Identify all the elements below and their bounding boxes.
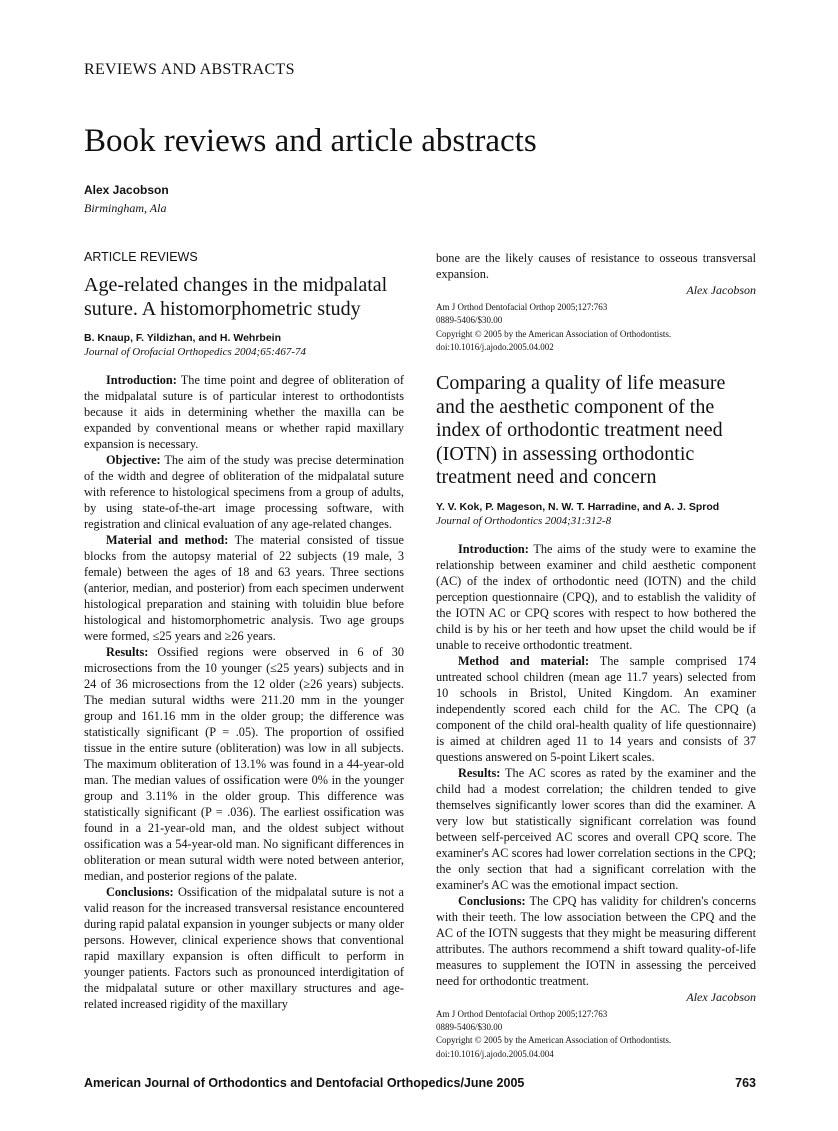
paragraph: Material and method: The material consisted of tissue blocks from the autopsy material of 22 subjects (19 male, 3 female) between the ages of 18 and 63 years. Three sections (anterior, median, and posterior) from each specimen underwent histological preparation and staining with toluidin blue before histological and histomorphometric analysis. Two age groups were formed, ≤25 years and ≥26 years.: [84, 533, 404, 643]
paragraph: Conclusions: Ossification of the midpalatal suture is not a valid reason for the increased transversal resistance encountered during rapid palatal expansion in younger subjects or many older persons. However, clinical experience shows that conventional rapid maxillary expansion is often difficult to perform in younger patients. Factors such as pronounced interdigitation of the midpalatal suture or other maxillary structures and age-related increased rigidity of the maxillary: [84, 885, 404, 1011]
editor-affiliation: Birmingham, Ala: [84, 201, 167, 215]
article1-title: Age-related changes in the midpalatal suture. A histomorphometric study: [84, 274, 388, 320]
editor-name: Alex Jacobson: [84, 183, 169, 197]
paragraph: Conclusions: The CPQ has validity for children's concerns with their teeth. The low association between the CPQ and the AC of the IOTN suggests that they might be measuring different attributes. The authors recommend a shift toward quality-of-life measures to supplement the IOTN in assessing the perceived need for orthodontic treatment.: [436, 893, 756, 988]
article2-signature: Alex Jacobson: [686, 989, 756, 1004]
left-column: [84, 250, 404, 1012]
right-column: [436, 250, 756, 1061]
article1-continuation: bone are the likely causes of resistance to osseous transversal expansion.: [436, 251, 756, 281]
article2-citation: Am J Orthod Dentofacial Orthop 2005;127:763 0889-5406/$30.00 Copyright © 2005 by the American Association of Orthodontists. doi:10.1016/j.ajodo.2005.04.004: [436, 1008, 672, 1059]
paragraph: Introduction: The aims of the study were to examine the relationship between examiner and child aesthetic component (AC) of the index of orthodontic need (IOTN) and the child perception questionnaire (CPQ), and to establish the validity of the IOTN AC or CPQ scores with respect to how bothered the child is by his or her teeth and how upset the child would be if unable to receive orthodontic treatment.: [436, 541, 756, 652]
article2-title: Comparing a quality of life measure and the aesthetic component of the index of orthodontic treatment need (IOTN) in assessing orthodontic treatment need and concern: [436, 372, 726, 489]
main-content: [84, 250, 756, 1131]
running-head: REVIEWS AND ABSTRACTS: [84, 61, 295, 78]
article1-signature: Alex Jacobson: [686, 283, 756, 297]
article2-body: [436, 541, 756, 989]
page-footer: [84, 1075, 756, 1091]
paragraph: Results: Ossified regions were observed in 6 of 30 microsections from the 10 younger (≤25 years) subjects and in 24 of 36 microsections from the 12 older (≥26 years) subjects. The median sutural widths were 211.20 mm in the younger group and 161.16 mm in the older group; the difference was statistically significant (P = .05). The proportion of ossified tissue in the entire suture (obliteration) was low in all subjects. The maximum obliteration of 13.1% was found in a 44-year-old man. The median values of ossification were 0% in the younger group and 3.11% in the older group. This difference was statistically significant (P = .036). The earliest ossification was found in a 21-year-old man, and the oldest subject without ossification was a 54-year-old man. No significant differences in obliteration or mean sutural width were noted between anterior, median, and posterior regions of the palate.: [84, 645, 404, 883]
footer-journal: American Journal of Orthodontics and Dentofacial Orthopedics/June 2005: [84, 1075, 525, 1090]
paragraph: Results: The AC scores as rated by the examiner and the child had a modest correlation; the children tended to give themselves significantly lower scores than did the examiner. A very low but statistically significant correlation was found between self-perceived AC scores and overall CPQ score. The examiner's AC scores had lower correlation sections in the CPQ; the only section that had a significant correlation with the examiner's AC was the emotional impact section.: [436, 765, 756, 892]
article1-authors: B. Knaup, F. Yildizhan, and H. Wehrbein: [84, 332, 281, 344]
article2-authors: Y. V. Kok, P. Mageson, N. W. T. Harradine, and A. J. Sprod: [436, 500, 720, 513]
paragraph: Objective: The aim of the study was precise determination of the width and degree of obliteration of the midpalatal suture with reference to histological specimens from a group of adults, by using state-of-the-art image processing software, with registration and clinical evaluation of any age-related changes.: [84, 453, 404, 531]
article1-journal: Journal of Orofacial Orthopedics 2004;65:467-74: [84, 346, 307, 358]
paragraph: Introduction: The time point and degree of obliteration of the midpalatal suture is of particular interest to orthodontists because it aids in determining whether the maxilla can be expanded by conventional means or whether rapid maxillary expansion is necessary.: [84, 373, 404, 451]
paragraph: Method and material: The sample comprised 174 untreated school children (mean age 11.7 years) selected from 10 schools in Bristol, United Kingdom. An examiner independently scored each child for the AC. The CPQ (a component of the child oral-health quality of life questionnaire) is aimed at children aged 11 to 14 years and consists of 37 questions answered on 5-point Likert scales.: [436, 653, 756, 764]
article1-citation: Am J Orthod Dentofacial Orthop 2005;127:763 0889-5406/$30.00 Copyright © 2005 by the American Association of Orthodontists. doi:10.1016/j.ajodo.2005.04.002: [436, 302, 672, 352]
article2-journal: Journal of Orthodontics 2004;31:312-8: [436, 514, 612, 527]
article1-body: [84, 372, 404, 1012]
page-title: Book reviews and article abstracts: [84, 123, 537, 159]
page-number: 763: [735, 1075, 756, 1090]
section-heading: ARTICLE REVIEWS: [84, 250, 198, 264]
columns: [84, 250, 756, 1061]
